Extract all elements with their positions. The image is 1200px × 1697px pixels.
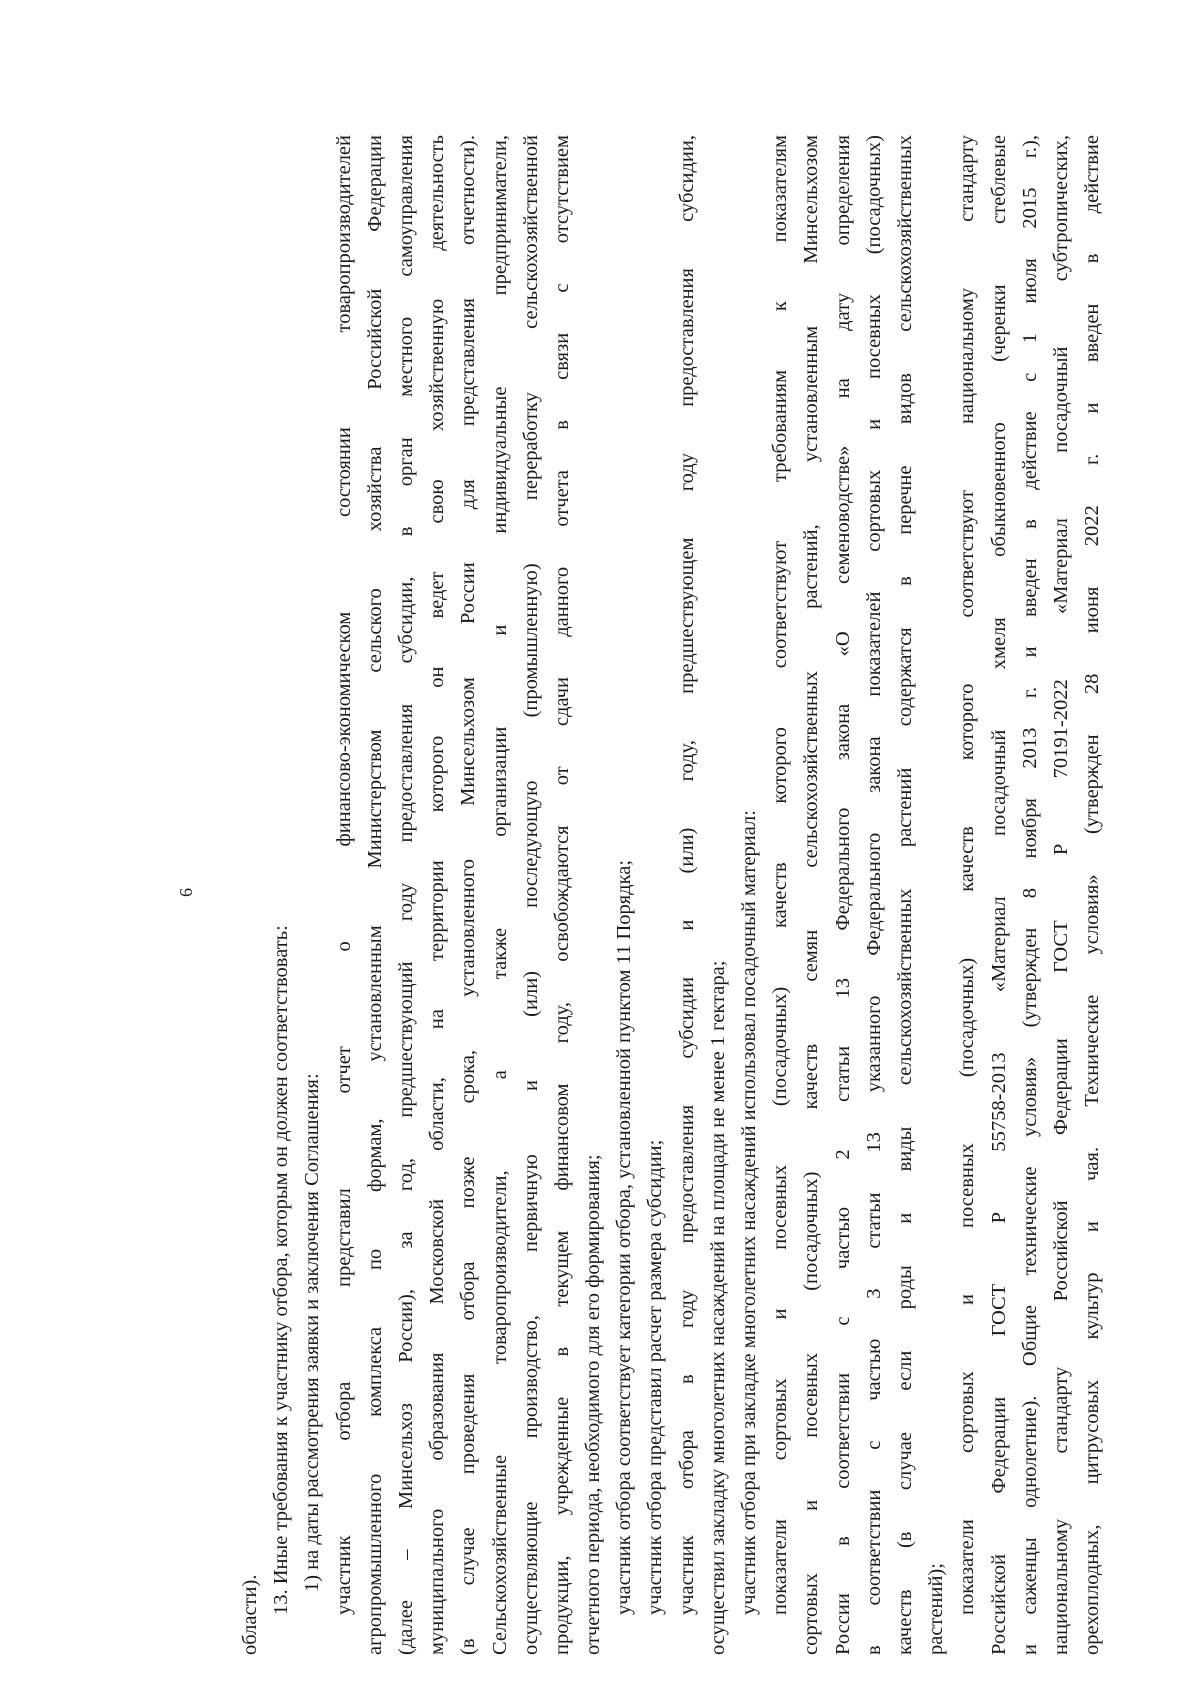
text-line: орехоплодных, цитрусовых культур и чая. Технические условия» (утвержден 28 июня 2022 г. и введен в действие (1081, 135, 1104, 1655)
text-line: осуществил закладку многолетних насаждений на площади не менее 1 гектара; (706, 960, 729, 1655)
text-line: качеств (в случае если роды и виды сельскохозяйственных растений содержатся в перечне видов сельскохозяйственных (893, 135, 916, 1655)
text-line: показатели сортовых и посевных (посадочных) качеств которого соответствуют требованиям к показателям (769, 135, 792, 1615)
text-line: отчетного периода, необходимого для его формирования; (582, 1154, 605, 1655)
text-line: агропромышленного комплекса по формам, установленным Министерством сельского хозяйства Российской Федерации (363, 135, 386, 1655)
rotated-text-area (175, 135, 1200, 1655)
text-line: (в случае проведения отбора позже срока, установленного Минсельхозом России для представления отчетности). (457, 135, 480, 1655)
text-line: (далее – Минсельхоз России), за год, предшествующий году предоставления субсидии, в орган местного самоуправления (394, 135, 417, 1655)
text-line: сортовых и посевных (посадочных) качеств семян сельскохозяйственных растений, установленным Минсельхозом (800, 135, 823, 1655)
text-line: в соответствии с частью 3 статьи 13 указанного Федерального закона показателей сортовых и посевных (посадочных) (862, 135, 885, 1655)
text-line: растений); (925, 1563, 948, 1655)
text-line: Сельскохозяйственные товаропроизводители, а также организации и индивидуальные предприниматели, (488, 135, 511, 1655)
text-line: 1) на даты рассмотрения заявки и заключения Соглашения: (301, 1073, 324, 1592)
text-line: показатели сортовых и посевных (посадочных) качеств которого соответствуют национальному стандарту (956, 135, 979, 1615)
text-line: национальному стандарту Российской Федерации ГОСТ Р 70191-2022 «Материал посадочный субтропических, (1049, 135, 1072, 1655)
text-line: продукции, учрежденные в текущем финансовом году, освобождаются от сдачи данного отчета в связи с отсутствием (550, 135, 573, 1655)
text-line: участник отбора соответствует категории отбора, установленной пунктом 11 Порядка; (613, 859, 636, 1615)
text-line: осуществляющие производство, первичную и (или) последующую (промышленную) переработку сельскохозяйственной (519, 135, 542, 1655)
text-line: участник отбора представил расчет размера субсидии; (644, 1139, 667, 1615)
document-body (235, 135, 1108, 1655)
text-line: России в соответствии с частью 2 статьи 13 Федерального закона «О семеноводстве» на дату определения (831, 135, 854, 1655)
text-line: Российской Федерации ГОСТ Р 55758-2013 «Материал посадочный хмеля обыкновенного (черенки стеблевые (987, 135, 1010, 1655)
text-line: 13. Иные требования к участнику отбора, которым он должен соответствовать: (270, 925, 293, 1615)
text-line: муниципального образования Московской области, на территории которого он ведет свою хозяйственную деятельность (426, 135, 449, 1655)
page-number: 6 (176, 888, 196, 897)
text-line: и саженцы однолетние). Общие технические условия» (утвержден 8 ноября 2013 г. и введен в действие с 1 июля 2015 г.), (1018, 135, 1041, 1655)
text-line: участник отбора представил отчет о финансово-экономическом состоянии товаропроизводителей (332, 135, 355, 1615)
text-line: участник отбора при закладке многолетних насаждений использовал посадочный материал: (738, 810, 760, 1615)
text-line: области). (239, 1574, 261, 1655)
text-line: участник отбора в году предоставления субсидии и (или) году, предшествующем году предоставления субсидии, (675, 135, 698, 1615)
